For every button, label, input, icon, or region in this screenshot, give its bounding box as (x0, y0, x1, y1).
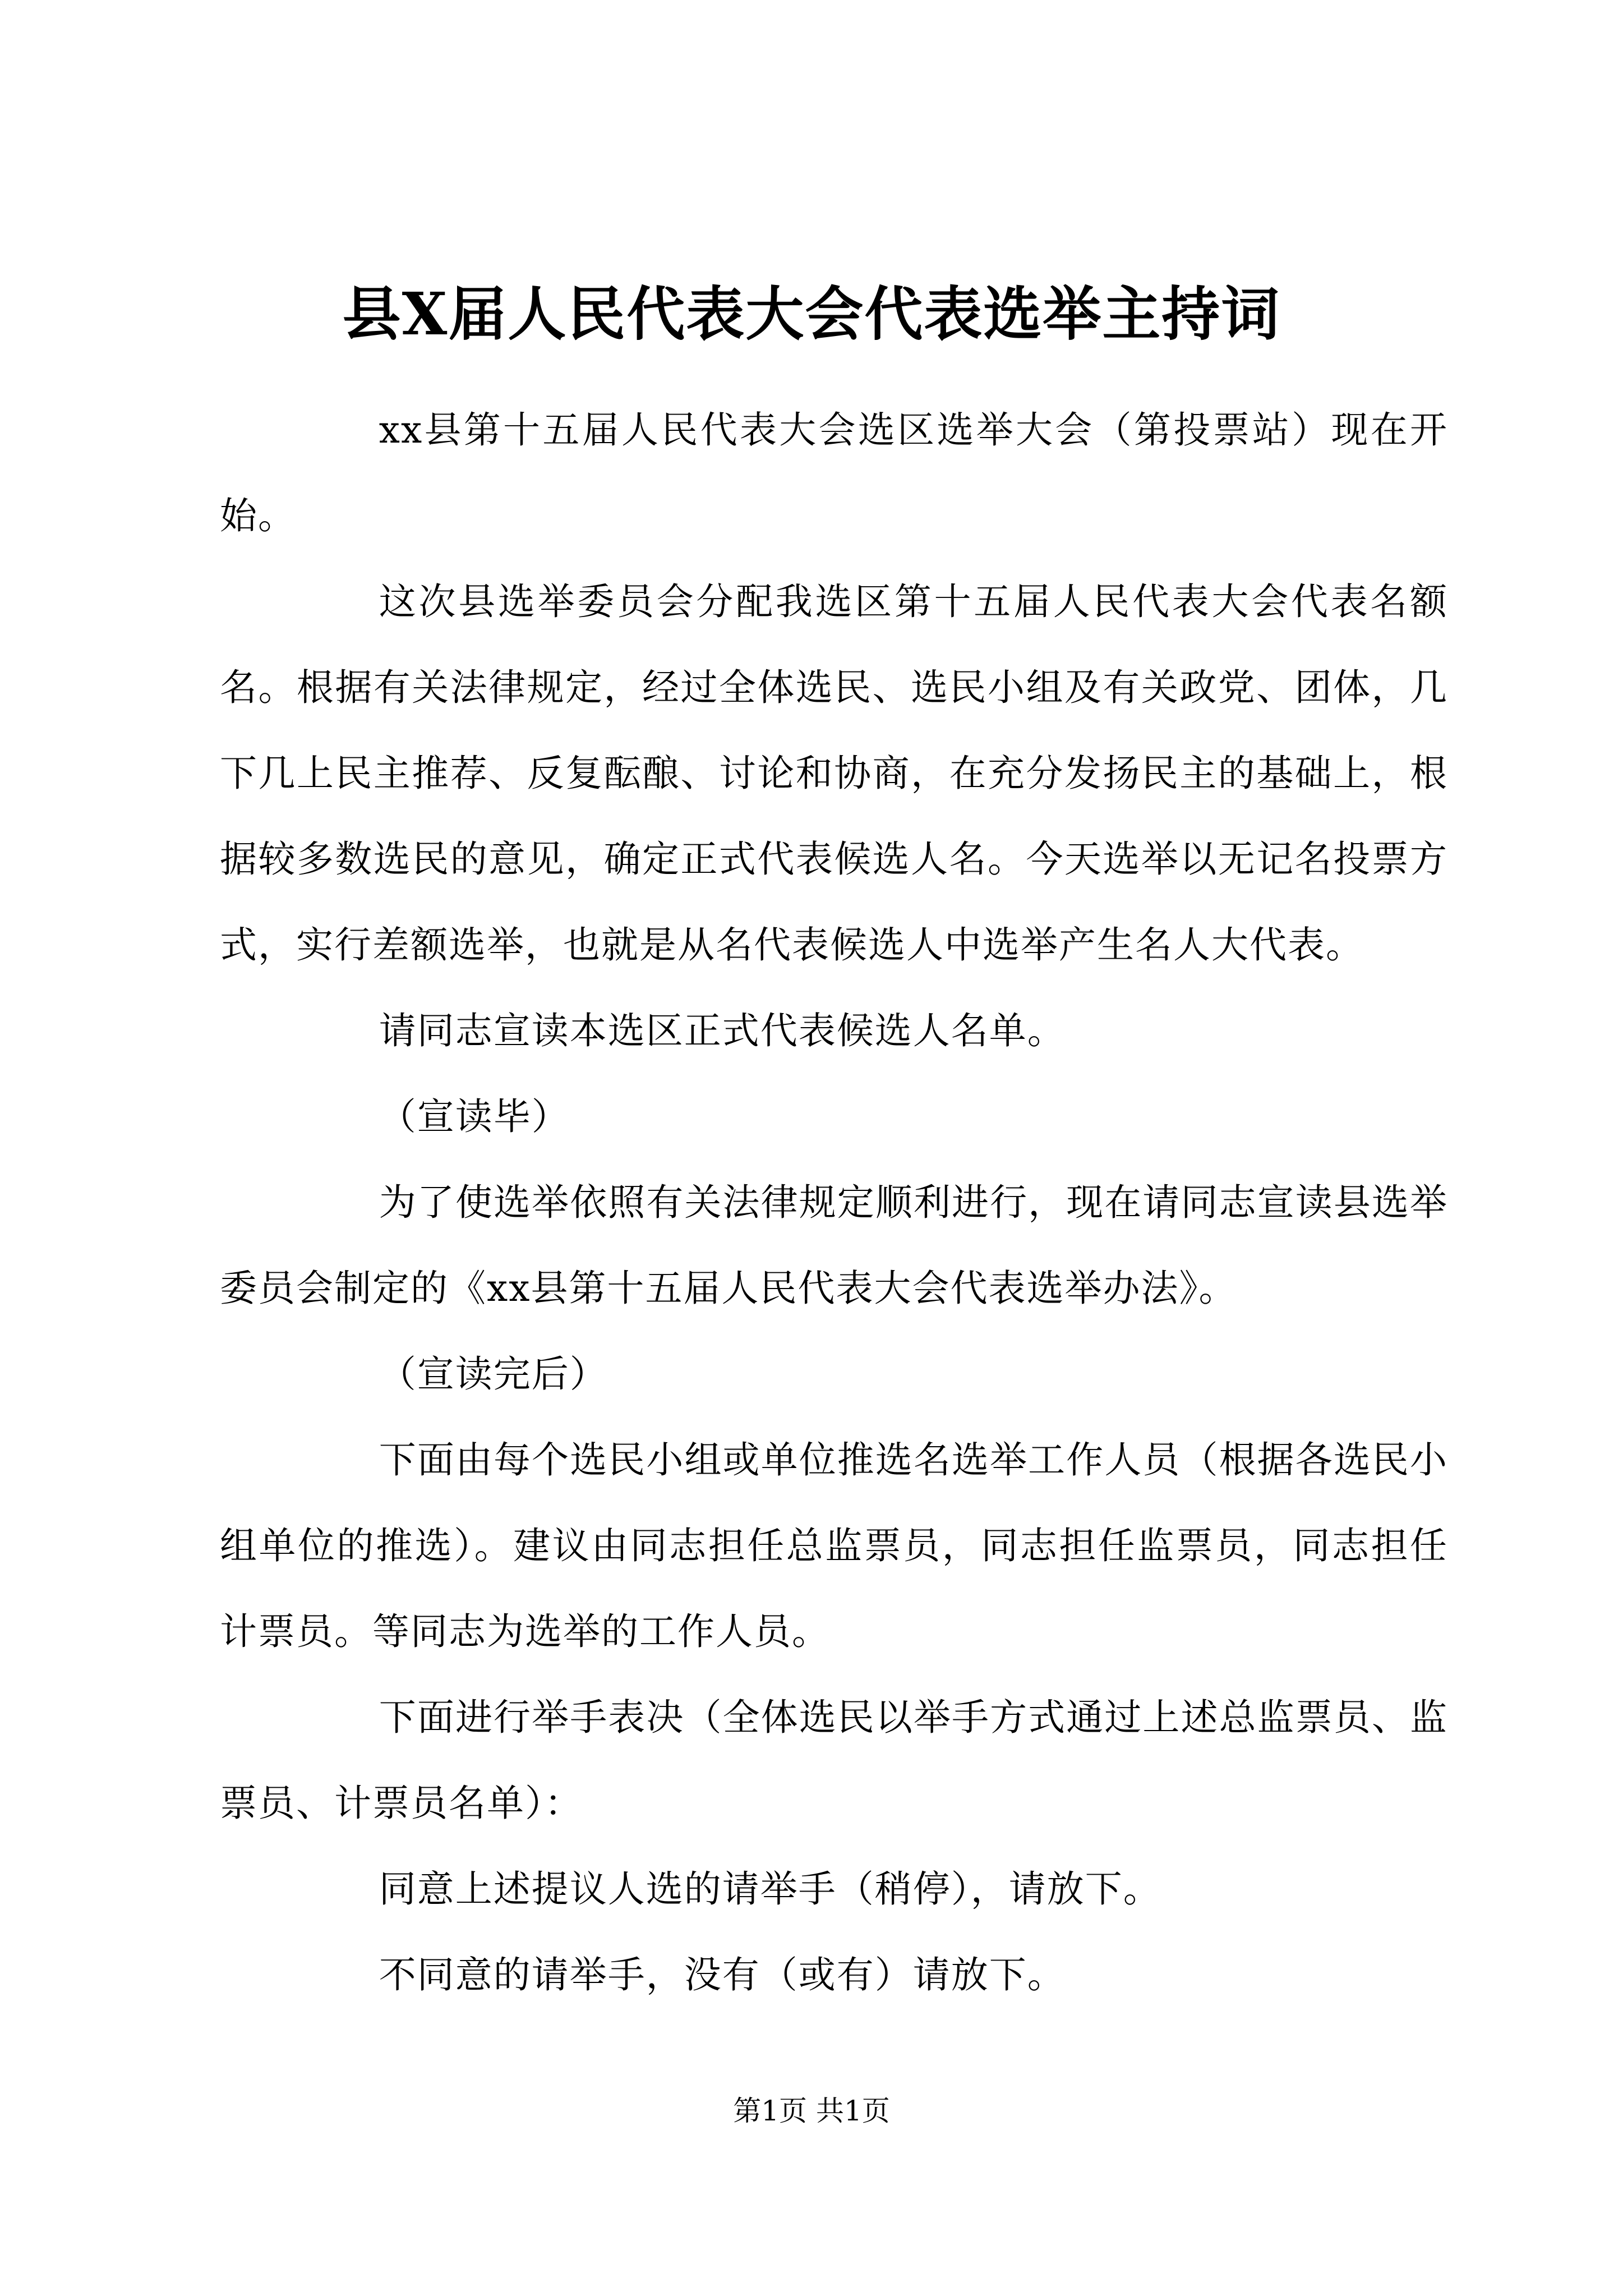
paragraph: 这次县选举委员会分配我选区第十五届人民代表大会代表名额名。根据有关法律规定，经过全体选民、选民小组及有关政党、团体，几下几上民主推荐、反复酝酿、讨论和协商，在充分发扬民主的基础上，根据较多数选民的意见，确定正式代表候选人名。今天选举以无记名投票方式，实行差额选举，也就是从名代表候选人中选举产生名人大代表。 (220, 580, 1448, 967)
paragraph: 同意上述提议人选的请举手（稍停），请放下。 (379, 1867, 1161, 1911)
paragraph: 下面由每个选民小组或单位推选名选举工作人员（根据各选民小组单位的推选）。建议由同志担任总监票员，同志担任监票员，同志担任计票员。等同志为选举的工作人员。 (220, 1438, 1448, 1653)
document-body (220, 387, 1448, 2018)
paragraph: 不同意的请举手，没有（或有）请放下。 (379, 1953, 1066, 1996)
paragraph: （宣读完后） (379, 1352, 608, 1396)
paragraph: 请同志宣读本选区正式代表候选人名单。 (379, 1009, 1066, 1052)
page-footer: 第1页 共1页 (733, 2095, 890, 2127)
document-title: 县X届人民代表大会代表选举主持词 (342, 279, 1281, 348)
paragraph: 为了使选举依照有关法律规定顺利进行，现在请同志宣读县选举委员会制定的《xx县第十五届人民代表大会代表选举办法》。 (220, 1181, 1448, 1310)
paragraph: 下面进行举手表决（全体选民以举手方式通过上述总监票员、监票员、计票员名单）： (220, 1696, 1448, 1825)
paragraph: （宣读毕） (379, 1095, 570, 1138)
paragraph: xx县第十五届人民代表大会选区选举大会（第投票站）现在开始。 (220, 408, 1448, 537)
